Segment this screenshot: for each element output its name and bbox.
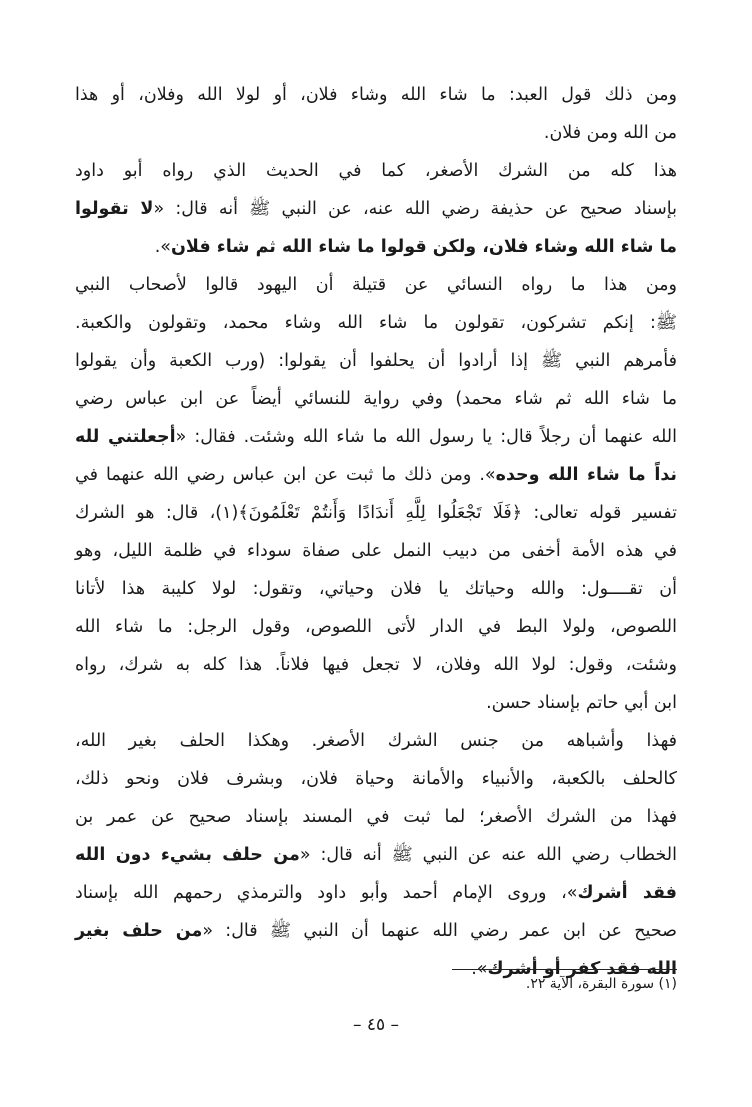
text-line bbox=[75, 342, 677, 380]
text-line bbox=[75, 456, 677, 494]
text-span: (١)، قال: هو الشرك bbox=[75, 503, 239, 523]
text-line bbox=[75, 114, 677, 152]
text-span: الله عنهما أن رجلاً قال: يا رسول الله ما شاء الله وشئت. فقال: « bbox=[175, 427, 677, 447]
text-line bbox=[75, 912, 677, 950]
text-span: ﷺ: إنكم تشركون، تقولون ما شاء الله وشاء محمد، وتقولون والكعبة. bbox=[75, 313, 677, 333]
text-line bbox=[75, 684, 677, 722]
text-line bbox=[75, 190, 677, 228]
text-span: ». bbox=[471, 959, 488, 979]
text-line bbox=[75, 494, 677, 532]
text-line bbox=[75, 760, 677, 798]
text-span: »، وروى الإمام أحمد وأبو داود والترمذي رحمهم الله بإسناد bbox=[75, 883, 578, 903]
hadith-text: أجعلتني لله bbox=[75, 427, 176, 447]
text-span: ومن هذا ما رواه النسائي عن قتيلة أن اليهود قالوا لأصحاب النبي bbox=[75, 275, 677, 295]
footnote-divider bbox=[452, 969, 677, 970]
text-span: فهذا من الشرك الأصغر؛ لما ثبت في المسند بإسناد صحيح عن عمر بن bbox=[75, 807, 677, 827]
text-line bbox=[75, 570, 677, 608]
text-line bbox=[75, 152, 677, 190]
quran-verse: ﴿فَلَا تَجْعَلُوا لِلَّهِ أَندَادًا وَأَنتُمْ تَعْلَمُونَ﴾ bbox=[238, 503, 522, 523]
text-line bbox=[75, 266, 677, 304]
text-span: تفسير قوله تعالى: bbox=[522, 503, 677, 523]
page-number: – ٤٥ – bbox=[352, 1015, 400, 1035]
text-span: في هذه الأمة أخفى من دبيب النمل على صفاة سوداء في ظلمة الليل، وهو bbox=[75, 541, 677, 561]
page-body bbox=[75, 76, 677, 988]
text-span: ». ومن ذلك ما ثبت عن ابن عباس رضي الله عنهما في bbox=[75, 465, 496, 485]
text-line bbox=[75, 532, 677, 570]
text-span: ما شاء الله ثم شاء محمد) وفي رواية للنسائي أيضاً عن ابن عباس رضي bbox=[75, 389, 677, 409]
text-line bbox=[75, 722, 677, 760]
text-line bbox=[75, 646, 677, 684]
text-line bbox=[75, 380, 677, 418]
hadith-text: لا تقولوا bbox=[75, 199, 154, 219]
hadith-text: من حلف بشيء دون الله bbox=[75, 845, 300, 865]
text-span: فأمرهم النبي ﷺ إذا أرادوا أن يحلفوا أن يقولوا: (ورب الكعبة وأن يقولوا bbox=[75, 351, 677, 371]
text-span: ابن أبي حاتم بإسناد حسن. bbox=[486, 693, 677, 713]
text-span: من الله ومن فلان. bbox=[543, 123, 677, 143]
hadith-text: من حلف بغير bbox=[75, 921, 203, 941]
text-line bbox=[75, 608, 677, 646]
text-span: صحيح عن ابن عمر رضي الله عنهما أن النبي ﷺ قال: « bbox=[202, 921, 677, 941]
hadith-text: نداً ما شاء الله وحده bbox=[495, 465, 678, 485]
text-span: كالحلف بالكعبة، والأنبياء والأمانة وحياة فلان، وبشرف فلان ونحو ذلك، bbox=[75, 769, 677, 789]
text-line bbox=[75, 304, 677, 342]
text-span: بإسناد صحيح عن حذيفة رضي الله عنه، عن النبي ﷺ أنه قال: « bbox=[153, 199, 677, 219]
text-line bbox=[75, 418, 677, 456]
hadith-text: ما شاء الله وشاء فلان، ولكن قولوا ما شاء الله ثم شاء فلان bbox=[170, 237, 677, 257]
text-span: فهذا وأشباهه من جنس الشرك الأصغر. وهكذا الحلف بغير الله، bbox=[75, 731, 677, 751]
text-span: الخطاب رضي الله عنه عن النبي ﷺ أنه قال: « bbox=[299, 845, 678, 865]
hadith-text: الله فقد كفر أو أشرك bbox=[487, 959, 677, 979]
text-span: أن تقــــول: والله وحياتك يا فلان وحياتي، وتقول: لولا كليبة هذا لأتانا bbox=[75, 579, 677, 599]
text-line bbox=[75, 76, 677, 114]
hadith-text: فقد أشرك bbox=[577, 883, 677, 903]
text-span: اللصوص، ولولا البط في الدار لأتى اللصوص، وقول الرجل: ما شاء الله bbox=[75, 617, 677, 637]
text-span: ومن ذلك قول العبد: ما شاء الله وشاء فلان، أو لولا الله وفلان، أو هذا bbox=[75, 85, 677, 105]
text-line bbox=[75, 836, 677, 874]
text-span: هذا كله من الشرك الأصغر، كما في الحديث الذي رواه أبو داود bbox=[75, 161, 677, 181]
text-line bbox=[75, 798, 677, 836]
text-span: وشئت، وقول: لولا الله وفلان، لا تجعل فيها فلاناً. هذا كله به شرك، رواه bbox=[75, 655, 677, 675]
text-line bbox=[75, 228, 677, 266]
text-span: ». bbox=[154, 237, 171, 257]
text-line bbox=[75, 874, 677, 912]
footnote: (١) سورة البقرة، الآية ٢٢. bbox=[525, 976, 677, 992]
